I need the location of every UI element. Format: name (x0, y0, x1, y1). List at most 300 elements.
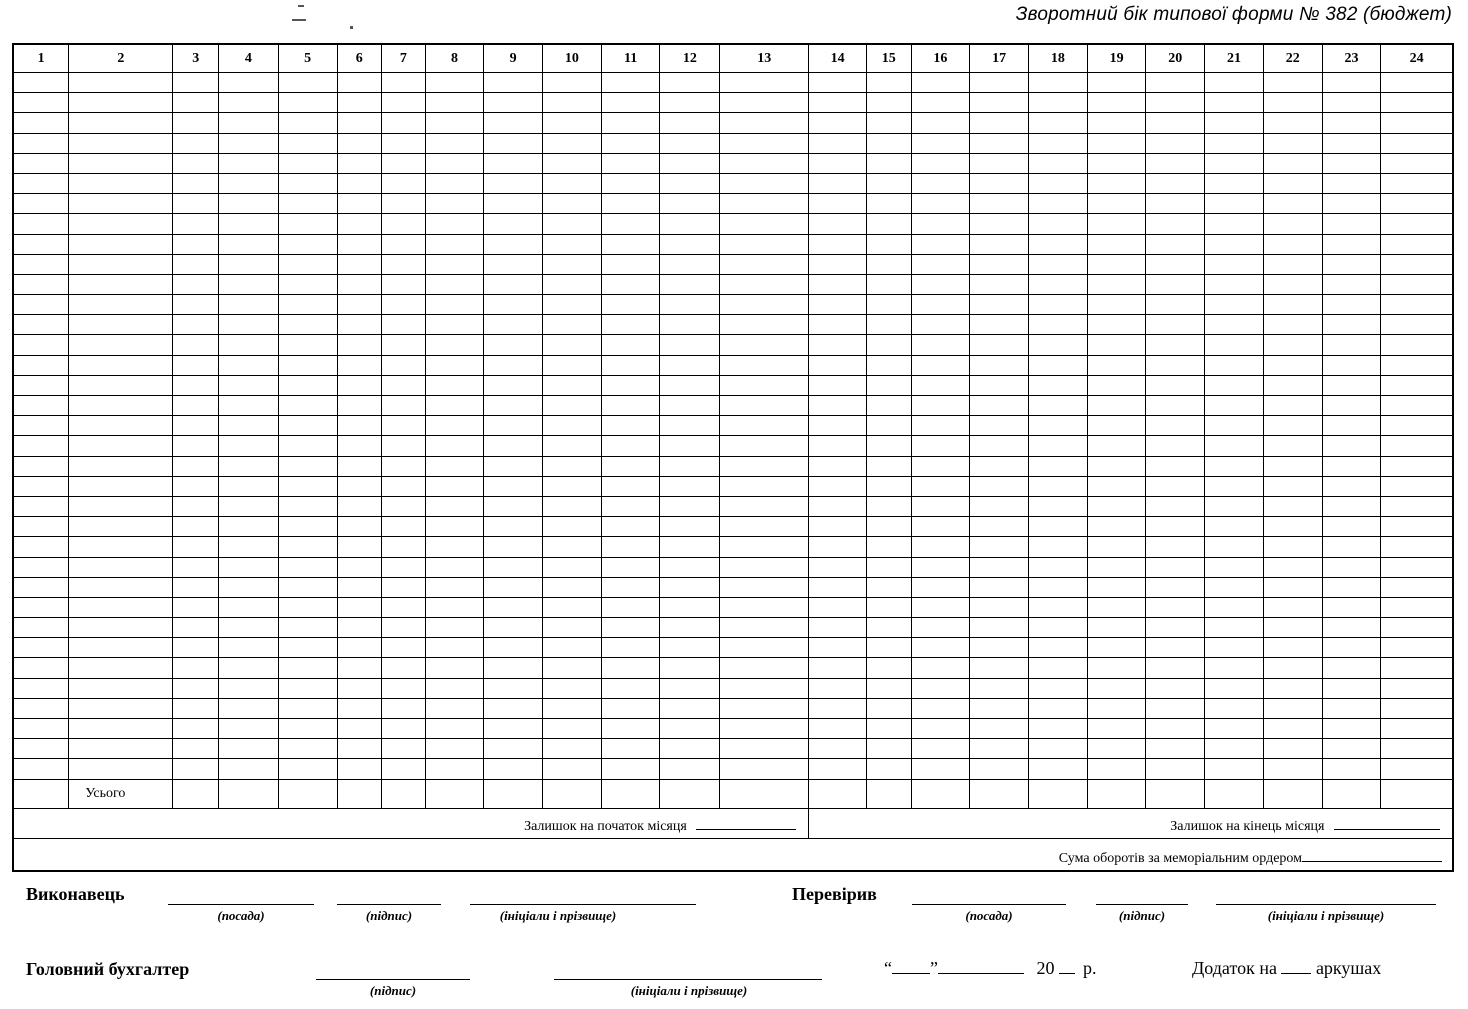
table-cell[interactable] (911, 254, 970, 274)
table-cell[interactable] (278, 153, 337, 173)
table-cell[interactable] (1205, 658, 1264, 678)
table-cell[interactable] (219, 517, 279, 537)
table-cell[interactable] (1263, 355, 1322, 375)
table-cell[interactable] (1087, 113, 1146, 133)
table-cell[interactable] (867, 678, 912, 698)
table-cell[interactable] (484, 658, 543, 678)
table-cell[interactable] (219, 476, 279, 496)
table-cell[interactable] (425, 133, 484, 153)
table-cell[interactable] (543, 375, 602, 395)
table-cell[interactable] (278, 577, 337, 597)
table-cell[interactable] (1205, 396, 1264, 416)
table-cell[interactable] (1087, 153, 1146, 173)
table-cell[interactable] (970, 456, 1029, 476)
table-cell[interactable] (601, 638, 660, 658)
table-cell[interactable] (867, 759, 912, 779)
table-cell[interactable] (173, 517, 219, 537)
table-cell[interactable] (1263, 759, 1322, 779)
table-cell[interactable] (382, 517, 426, 537)
total-cell[interactable] (173, 779, 219, 808)
chief-name-line[interactable] (554, 979, 822, 980)
table-cell[interactable] (1087, 678, 1146, 698)
table-cell[interactable] (1087, 173, 1146, 193)
table-cell[interactable] (69, 335, 173, 355)
table-cell[interactable] (425, 537, 484, 557)
table-cell[interactable] (69, 355, 173, 375)
table-cell[interactable] (720, 254, 809, 274)
table-cell[interactable] (543, 234, 602, 254)
table-cell[interactable] (601, 577, 660, 597)
table-cell[interactable] (1381, 396, 1453, 416)
table-cell[interactable] (809, 456, 867, 476)
executor-name-line[interactable] (470, 904, 696, 905)
table-cell[interactable] (601, 173, 660, 193)
table-cell[interactable] (484, 618, 543, 638)
table-cell[interactable] (1146, 698, 1205, 718)
total-cell[interactable] (660, 779, 720, 808)
table-cell[interactable] (970, 274, 1029, 294)
table-cell[interactable] (543, 698, 602, 718)
table-cell[interactable] (809, 759, 867, 779)
table-cell[interactable] (278, 678, 337, 698)
table-cell[interactable] (1146, 557, 1205, 577)
table-cell[interactable] (601, 355, 660, 375)
table-cell[interactable] (867, 234, 912, 254)
table-cell[interactable] (173, 234, 219, 254)
table-cell[interactable] (911, 133, 970, 153)
table-cell[interactable] (425, 618, 484, 638)
table-cell[interactable] (970, 416, 1029, 436)
table-cell[interactable] (1381, 496, 1453, 516)
table-cell[interactable] (543, 577, 602, 597)
table-cell[interactable] (13, 638, 69, 658)
table-cell[interactable] (219, 436, 279, 456)
table-cell[interactable] (1146, 315, 1205, 335)
table-cell[interactable] (911, 295, 970, 315)
table-cell[interactable] (1381, 113, 1453, 133)
table-cell[interactable] (13, 476, 69, 496)
table-cell[interactable] (867, 557, 912, 577)
table-cell[interactable] (484, 476, 543, 496)
table-cell[interactable] (970, 759, 1029, 779)
table-cell[interactable] (13, 436, 69, 456)
table-cell[interactable] (382, 557, 426, 577)
table-cell[interactable] (425, 456, 484, 476)
table-cell[interactable] (219, 759, 279, 779)
table-cell[interactable] (867, 396, 912, 416)
table-cell[interactable] (1322, 698, 1381, 718)
table-cell[interactable] (219, 638, 279, 658)
table-cell[interactable] (382, 456, 426, 476)
table-cell[interactable] (1322, 577, 1381, 597)
table-cell[interactable] (543, 759, 602, 779)
table-cell[interactable] (382, 274, 426, 294)
table-cell[interactable] (1029, 335, 1088, 355)
table-cell[interactable] (1029, 517, 1088, 537)
table-cell[interactable] (1146, 476, 1205, 496)
table-cell[interactable] (720, 194, 809, 214)
table-cell[interactable] (425, 739, 484, 759)
table-cell[interactable] (278, 274, 337, 294)
total-cell[interactable] (1322, 779, 1381, 808)
table-cell[interactable] (809, 517, 867, 537)
table-cell[interactable] (970, 194, 1029, 214)
table-cell[interactable] (278, 537, 337, 557)
date-month-field[interactable] (938, 961, 1024, 974)
table-cell[interactable] (911, 396, 970, 416)
table-cell[interactable] (13, 597, 69, 617)
table-cell[interactable] (1146, 577, 1205, 597)
table-cell[interactable] (543, 658, 602, 678)
table-cell[interactable] (1087, 315, 1146, 335)
table-cell[interactable] (1029, 638, 1088, 658)
table-cell[interactable] (278, 517, 337, 537)
table-cell[interactable] (484, 295, 543, 315)
table-cell[interactable] (13, 73, 69, 93)
table-cell[interactable] (543, 335, 602, 355)
table-cell[interactable] (660, 759, 720, 779)
table-cell[interactable] (809, 153, 867, 173)
table-cell[interactable] (425, 577, 484, 597)
table-cell[interactable] (382, 719, 426, 739)
table-cell[interactable] (1205, 93, 1264, 113)
table-cell[interactable] (1205, 113, 1264, 133)
table-cell[interactable] (1087, 214, 1146, 234)
table-cell[interactable] (543, 517, 602, 537)
table-cell[interactable] (278, 295, 337, 315)
table-cell[interactable] (425, 194, 484, 214)
table-cell[interactable] (911, 73, 970, 93)
table-cell[interactable] (69, 557, 173, 577)
table-cell[interactable] (173, 618, 219, 638)
table-cell[interactable] (69, 537, 173, 557)
table-cell[interactable] (543, 537, 602, 557)
table-cell[interactable] (1146, 416, 1205, 436)
table-cell[interactable] (660, 153, 720, 173)
table-cell[interactable] (173, 93, 219, 113)
table-cell[interactable] (867, 517, 912, 537)
table-cell[interactable] (219, 597, 279, 617)
table-cell[interactable] (1087, 194, 1146, 214)
table-cell[interactable] (484, 678, 543, 698)
table-cell[interactable] (911, 476, 970, 496)
table-cell[interactable] (219, 375, 279, 395)
table-cell[interactable] (69, 133, 173, 153)
table-cell[interactable] (1322, 133, 1381, 153)
table-cell[interactable] (809, 133, 867, 153)
table-cell[interactable] (1146, 274, 1205, 294)
total-cell[interactable] (337, 779, 382, 808)
table-cell[interactable] (69, 416, 173, 436)
table-cell[interactable] (382, 375, 426, 395)
table-cell[interactable] (1263, 416, 1322, 436)
table-cell[interactable] (1205, 194, 1264, 214)
table-cell[interactable] (1322, 416, 1381, 436)
table-cell[interactable] (911, 577, 970, 597)
table-cell[interactable] (720, 618, 809, 638)
table-cell[interactable] (1322, 638, 1381, 658)
table-cell[interactable] (809, 739, 867, 759)
table-cell[interactable] (173, 375, 219, 395)
table-cell[interactable] (1029, 274, 1088, 294)
table-cell[interactable] (1322, 173, 1381, 193)
table-cell[interactable] (867, 153, 912, 173)
table-cell[interactable] (809, 496, 867, 516)
table-cell[interactable] (13, 93, 69, 113)
table-cell[interactable] (13, 335, 69, 355)
table-cell[interactable] (1087, 396, 1146, 416)
table-cell[interactable] (1087, 274, 1146, 294)
table-cell[interactable] (173, 719, 219, 739)
table-cell[interactable] (69, 315, 173, 335)
table-cell[interactable] (1146, 658, 1205, 678)
table-cell[interactable] (382, 638, 426, 658)
table-cell[interactable] (867, 315, 912, 335)
table-cell[interactable] (809, 476, 867, 496)
table-cell[interactable] (867, 113, 912, 133)
table-cell[interactable] (1029, 173, 1088, 193)
table-cell[interactable] (1205, 537, 1264, 557)
table-cell[interactable] (69, 436, 173, 456)
table-cell[interactable] (173, 295, 219, 315)
table-cell[interactable] (278, 496, 337, 516)
table-cell[interactable] (484, 113, 543, 133)
table-cell[interactable] (809, 234, 867, 254)
table-cell[interactable] (382, 537, 426, 557)
table-cell[interactable] (1087, 133, 1146, 153)
table-cell[interactable] (970, 295, 1029, 315)
table-cell[interactable] (1087, 456, 1146, 476)
table-cell[interactable] (173, 254, 219, 274)
table-cell[interactable] (809, 557, 867, 577)
table-cell[interactable] (809, 698, 867, 718)
table-cell[interactable] (337, 173, 382, 193)
table-cell[interactable] (484, 416, 543, 436)
table-cell[interactable] (1381, 93, 1453, 113)
table-cell[interactable] (720, 698, 809, 718)
table-cell[interactable] (911, 719, 970, 739)
table-cell[interactable] (911, 517, 970, 537)
table-cell[interactable] (219, 194, 279, 214)
table-cell[interactable] (867, 295, 912, 315)
table-cell[interactable] (543, 638, 602, 658)
table-cell[interactable] (13, 194, 69, 214)
table-cell[interactable] (382, 254, 426, 274)
table-cell[interactable] (911, 456, 970, 476)
table-cell[interactable] (660, 295, 720, 315)
table-cell[interactable] (13, 759, 69, 779)
table-cell[interactable] (867, 638, 912, 658)
table-cell[interactable] (867, 73, 912, 93)
table-cell[interactable] (382, 476, 426, 496)
table-cell[interactable] (720, 537, 809, 557)
table-cell[interactable] (278, 658, 337, 678)
table-cell[interactable] (601, 113, 660, 133)
table-cell[interactable] (1322, 658, 1381, 678)
table-cell[interactable] (911, 214, 970, 234)
table-cell[interactable] (1087, 416, 1146, 436)
table-cell[interactable] (1263, 456, 1322, 476)
table-cell[interactable] (1087, 375, 1146, 395)
table-cell[interactable] (1205, 173, 1264, 193)
table-cell[interactable] (278, 638, 337, 658)
table-cell[interactable] (1205, 416, 1264, 436)
table-cell[interactable] (69, 274, 173, 294)
table-cell[interactable] (601, 759, 660, 779)
table-cell[interactable] (337, 638, 382, 658)
table-cell[interactable] (543, 719, 602, 739)
table-cell[interactable] (720, 93, 809, 113)
table-cell[interactable] (1087, 719, 1146, 739)
table-cell[interactable] (425, 396, 484, 416)
table-cell[interactable] (1146, 496, 1205, 516)
table-cell[interactable] (173, 133, 219, 153)
table-cell[interactable] (601, 375, 660, 395)
table-cell[interactable] (278, 73, 337, 93)
table-cell[interactable] (911, 375, 970, 395)
table-cell[interactable] (1381, 436, 1453, 456)
table-cell[interactable] (601, 274, 660, 294)
table-cell[interactable] (1029, 597, 1088, 617)
table-cell[interactable] (1322, 476, 1381, 496)
table-cell[interactable] (1087, 557, 1146, 577)
table-cell[interactable] (382, 658, 426, 678)
table-cell[interactable] (219, 416, 279, 436)
table-cell[interactable] (1087, 739, 1146, 759)
table-cell[interactable] (867, 456, 912, 476)
table-cell[interactable] (543, 133, 602, 153)
table-cell[interactable] (69, 113, 173, 133)
table-cell[interactable] (337, 254, 382, 274)
total-cell[interactable] (809, 779, 867, 808)
table-cell[interactable] (1263, 577, 1322, 597)
table-cell[interactable] (660, 274, 720, 294)
table-cell[interactable] (484, 375, 543, 395)
table-cell[interactable] (1146, 597, 1205, 617)
table-cell[interactable] (173, 214, 219, 234)
table-cell[interactable] (1029, 577, 1088, 597)
table-cell[interactable] (867, 133, 912, 153)
table-cell[interactable] (1322, 719, 1381, 739)
table-cell[interactable] (1322, 315, 1381, 335)
table-cell[interactable] (867, 658, 912, 678)
table-cell[interactable] (173, 537, 219, 557)
table-cell[interactable] (543, 436, 602, 456)
table-cell[interactable] (1205, 274, 1264, 294)
table-cell[interactable] (484, 719, 543, 739)
table-cell[interactable] (720, 295, 809, 315)
table-cell[interactable] (173, 355, 219, 375)
table-cell[interactable] (911, 355, 970, 375)
table-cell[interactable] (1263, 254, 1322, 274)
table-cell[interactable] (911, 436, 970, 456)
table-cell[interactable] (337, 73, 382, 93)
table-cell[interactable] (660, 537, 720, 557)
table-cell[interactable] (601, 93, 660, 113)
table-cell[interactable] (278, 355, 337, 375)
table-cell[interactable] (809, 375, 867, 395)
table-cell[interactable] (382, 153, 426, 173)
table-cell[interactable] (484, 537, 543, 557)
table-cell[interactable] (219, 698, 279, 718)
table-cell[interactable] (69, 396, 173, 416)
table-cell[interactable] (543, 113, 602, 133)
table-cell[interactable] (1263, 375, 1322, 395)
table-cell[interactable] (219, 113, 279, 133)
table-cell[interactable] (219, 396, 279, 416)
table-cell[interactable] (601, 517, 660, 537)
table-cell[interactable] (337, 416, 382, 436)
table-cell[interactable] (219, 153, 279, 173)
table-cell[interactable] (337, 719, 382, 739)
table-cell[interactable] (1322, 496, 1381, 516)
table-cell[interactable] (1381, 335, 1453, 355)
table-cell[interactable] (278, 618, 337, 638)
table-cell[interactable] (970, 396, 1029, 416)
table-cell[interactable] (13, 355, 69, 375)
table-cell[interactable] (1205, 698, 1264, 718)
table-cell[interactable] (970, 73, 1029, 93)
table-cell[interactable] (720, 456, 809, 476)
table-cell[interactable] (337, 759, 382, 779)
table-cell[interactable] (173, 739, 219, 759)
table-cell[interactable] (1029, 698, 1088, 718)
table-cell[interactable] (425, 375, 484, 395)
table-cell[interactable] (720, 375, 809, 395)
table-cell[interactable] (1381, 658, 1453, 678)
table-cell[interactable] (337, 396, 382, 416)
table-cell[interactable] (720, 315, 809, 335)
table-cell[interactable] (219, 719, 279, 739)
chief-signature-line[interactable] (316, 979, 470, 980)
table-cell[interactable] (660, 173, 720, 193)
table-cell[interactable] (13, 214, 69, 234)
table-cell[interactable] (601, 153, 660, 173)
table-cell[interactable] (382, 678, 426, 698)
table-cell[interactable] (911, 618, 970, 638)
table-cell[interactable] (1029, 214, 1088, 234)
table-cell[interactable] (1322, 234, 1381, 254)
table-cell[interactable] (1322, 214, 1381, 234)
table-cell[interactable] (219, 658, 279, 678)
table-cell[interactable] (911, 678, 970, 698)
table-cell[interactable] (1205, 517, 1264, 537)
table-cell[interactable] (1146, 396, 1205, 416)
table-cell[interactable] (543, 396, 602, 416)
table-cell[interactable] (1029, 759, 1088, 779)
table-cell[interactable] (1263, 153, 1322, 173)
total-cell[interactable] (425, 779, 484, 808)
table-cell[interactable] (173, 476, 219, 496)
table-cell[interactable] (173, 396, 219, 416)
total-cell[interactable] (543, 779, 602, 808)
table-cell[interactable] (484, 436, 543, 456)
table-cell[interactable] (867, 375, 912, 395)
table-cell[interactable] (1322, 113, 1381, 133)
table-cell[interactable] (1146, 73, 1205, 93)
table-cell[interactable] (1146, 375, 1205, 395)
table-cell[interactable] (911, 335, 970, 355)
table-cell[interactable] (720, 173, 809, 193)
table-cell[interactable] (1381, 678, 1453, 698)
table-cell[interactable] (1087, 759, 1146, 779)
table-cell[interactable] (1146, 93, 1205, 113)
table-cell[interactable] (1381, 416, 1453, 436)
table-cell[interactable] (1322, 517, 1381, 537)
table-cell[interactable] (1381, 476, 1453, 496)
table-cell[interactable] (278, 234, 337, 254)
table-cell[interactable] (484, 315, 543, 335)
